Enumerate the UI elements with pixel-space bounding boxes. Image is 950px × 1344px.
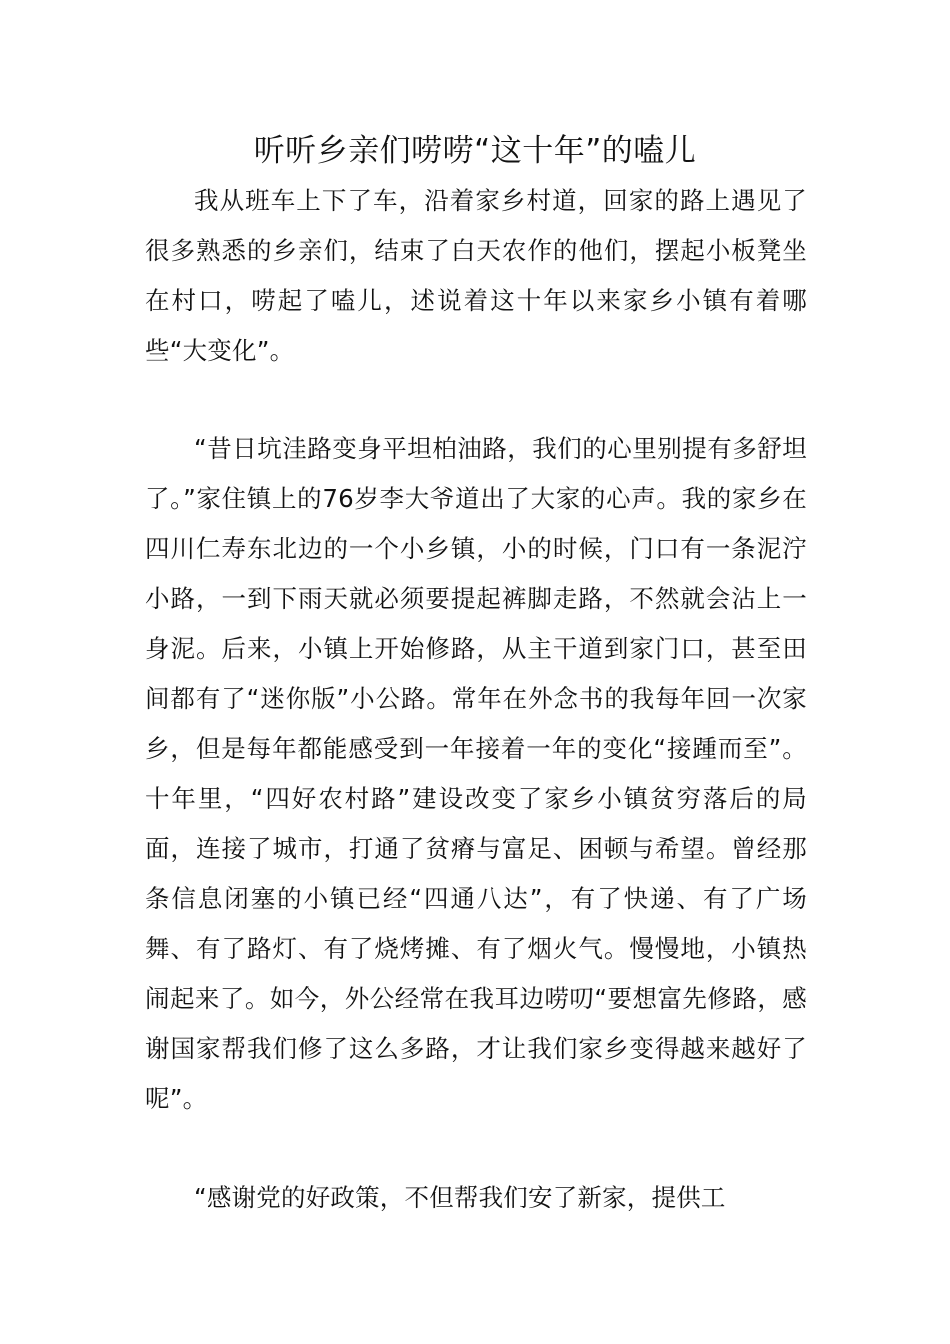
paragraph-3: “感谢党的好政策，不但帮我们安了新家，提供工 [194, 1183, 726, 1212]
paragraph-2: “昔日坑洼路变身平坦柏油路，我们的心里别提有多舒坦了。”家住镇上的76岁李大爷道出了大家的心声。我的家乡在四川仁寿东北边的一个小乡镇，小的时候，门口有一条泥泞小路，一到下雨天就必须要提起裤脚走路，不然就会沾上一身泥。后来，小镇上开始修路，从主干道到家门口，甚至田间都有了“迷你版”小公路。常年在外念书的我每年回一次家乡，但是每年都能感受到一年接着一年的变化“接踵而至”。十年里，“四好农村路”建设改变了家乡小镇贫穷落后的局面，连接了城市，打通了贫瘠与富足、困顿与希望。曾经那条信息闭塞的小镇已经“四通八达”，有了快递、有了广场舞、有了路灯、有了烧烤摊、有了烟火气。慢慢地，小镇热闹起来了。如今，外公经常在我耳边唠叨“要想富先修路，感谢国家帮我们修了这么多路，才让我们家乡变得越来越好了呢”。 [145, 434, 807, 1113]
document-title: 听听乡亲们唠唠“这十年”的嗑儿 [253, 133, 697, 169]
paragraph-1: 我从班车上下了车，沿着家乡村道，回家的路上遇见了很多熟悉的乡亲们，结束了白天农作的他们，摆起小板凳坐在村口，唠起了嗑儿，述说着这十年以来家乡小镇有着哪些“大变化”。 [145, 186, 807, 365]
